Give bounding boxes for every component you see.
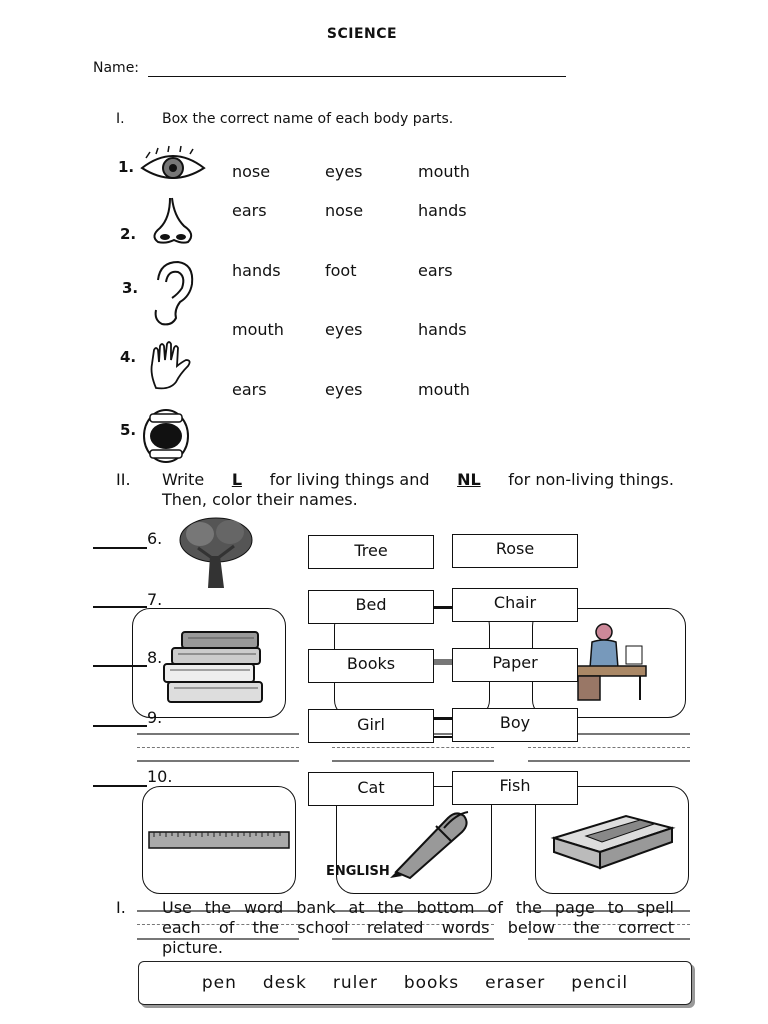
item-number: 2. bbox=[120, 225, 137, 243]
choice-word[interactable]: mouth bbox=[418, 380, 470, 399]
instruction-text: picture. bbox=[162, 938, 223, 957]
connector-line bbox=[433, 659, 453, 665]
nonliving-code: NL bbox=[457, 470, 481, 489]
item-number: 6. bbox=[147, 529, 163, 548]
word-box[interactable]: Cat bbox=[308, 772, 434, 806]
choice-word[interactable]: hands bbox=[418, 320, 467, 339]
answer-blank[interactable] bbox=[93, 547, 147, 549]
instruction-text: for living things and bbox=[269, 470, 430, 489]
answer-blank[interactable] bbox=[93, 785, 147, 787]
item-number: 3. bbox=[122, 279, 139, 297]
word-box[interactable]: Tree bbox=[308, 535, 434, 569]
living-code: L bbox=[231, 470, 243, 489]
section-title: ENGLISH bbox=[326, 864, 390, 879]
word-box[interactable]: Paper bbox=[452, 648, 578, 682]
word-bank-item: ruler bbox=[332, 973, 378, 993]
item-number: 8. bbox=[147, 648, 163, 667]
pen-icon bbox=[386, 806, 472, 878]
answer-line[interactable] bbox=[332, 760, 494, 762]
eye-icon bbox=[140, 148, 206, 186]
instruction-text: Then, color their names. bbox=[162, 490, 358, 509]
word-bank-item: pen bbox=[201, 973, 237, 993]
name-blank-line[interactable] bbox=[148, 76, 566, 77]
instruction-text: each of the school related words below the correct bbox=[162, 918, 674, 937]
word-bank bbox=[138, 961, 692, 1005]
item-number: 7. bbox=[147, 590, 163, 609]
answer-line[interactable] bbox=[332, 747, 494, 748]
word-box[interactable]: Girl bbox=[308, 709, 434, 743]
mouth-icon bbox=[142, 408, 190, 464]
connector-line bbox=[433, 718, 453, 720]
word-box[interactable]: Boy bbox=[452, 708, 578, 742]
choice-word[interactable]: ears bbox=[232, 380, 267, 399]
choice-word[interactable]: hands bbox=[418, 201, 467, 220]
name-label: Name: bbox=[93, 60, 140, 76]
eraser-icon bbox=[550, 812, 676, 870]
section-number: II. bbox=[116, 470, 131, 489]
choice-word[interactable]: mouth bbox=[418, 162, 470, 181]
answer-line[interactable] bbox=[137, 733, 299, 735]
hand-icon bbox=[146, 340, 194, 390]
answer-line[interactable] bbox=[528, 760, 690, 762]
word-box[interactable]: Rose bbox=[452, 534, 578, 568]
instruction-text: Use the word bank at the bottom of the page to spell bbox=[162, 898, 674, 917]
section-instruction bbox=[162, 470, 674, 490]
ruler-icon bbox=[148, 830, 290, 850]
word-box[interactable]: Books bbox=[308, 649, 434, 683]
answer-line[interactable] bbox=[137, 760, 299, 762]
instruction-text: for non-living things. bbox=[508, 470, 674, 489]
choice-word[interactable]: nose bbox=[325, 201, 364, 220]
choice-word[interactable]: hands bbox=[232, 261, 281, 280]
section-instruction: Box the correct name of each body parts. bbox=[162, 111, 454, 127]
choice-word[interactable]: eyes bbox=[325, 162, 363, 181]
nose-icon bbox=[148, 196, 198, 246]
choice-word[interactable]: mouth bbox=[232, 320, 284, 339]
answer-blank[interactable] bbox=[93, 725, 147, 727]
word-box[interactable]: Bed bbox=[308, 590, 434, 624]
choice-word[interactable]: eyes bbox=[325, 380, 363, 399]
choice-word[interactable]: eyes bbox=[325, 320, 363, 339]
word-bank-item: books bbox=[403, 973, 460, 993]
choice-word[interactable]: ears bbox=[418, 261, 453, 280]
word-box[interactable]: Chair bbox=[452, 588, 578, 622]
connector-line bbox=[433, 606, 453, 608]
connector-line bbox=[433, 736, 453, 738]
word-box[interactable]: Fish bbox=[452, 771, 578, 805]
instruction-text: Write bbox=[162, 470, 205, 489]
choice-word[interactable]: foot bbox=[325, 261, 357, 280]
item-number: 9. bbox=[147, 708, 163, 727]
section-number: I. bbox=[116, 111, 125, 127]
choice-word[interactable]: nose bbox=[232, 162, 271, 181]
answer-blank[interactable] bbox=[93, 665, 147, 667]
ear-icon bbox=[150, 260, 196, 328]
item-number: 10. bbox=[147, 767, 173, 786]
answer-line[interactable] bbox=[332, 938, 494, 940]
desk-icon bbox=[574, 620, 648, 704]
word-bank-item: eraser bbox=[485, 973, 546, 993]
page-title: SCIENCE bbox=[326, 26, 398, 42]
answer-line[interactable] bbox=[137, 747, 299, 748]
answer-blank[interactable] bbox=[93, 606, 147, 608]
item-number: 1. bbox=[118, 158, 135, 176]
word-bank-item: pencil bbox=[571, 973, 629, 993]
tree-icon bbox=[178, 514, 254, 590]
answer-line[interactable] bbox=[528, 747, 690, 748]
item-number: 4. bbox=[120, 348, 137, 366]
section-number: I. bbox=[116, 898, 126, 917]
choice-word[interactable]: ears bbox=[232, 201, 267, 220]
books-icon bbox=[162, 626, 266, 706]
item-number: 5. bbox=[120, 421, 137, 439]
word-bank-item: desk bbox=[262, 973, 307, 993]
answer-line[interactable] bbox=[528, 938, 690, 940]
